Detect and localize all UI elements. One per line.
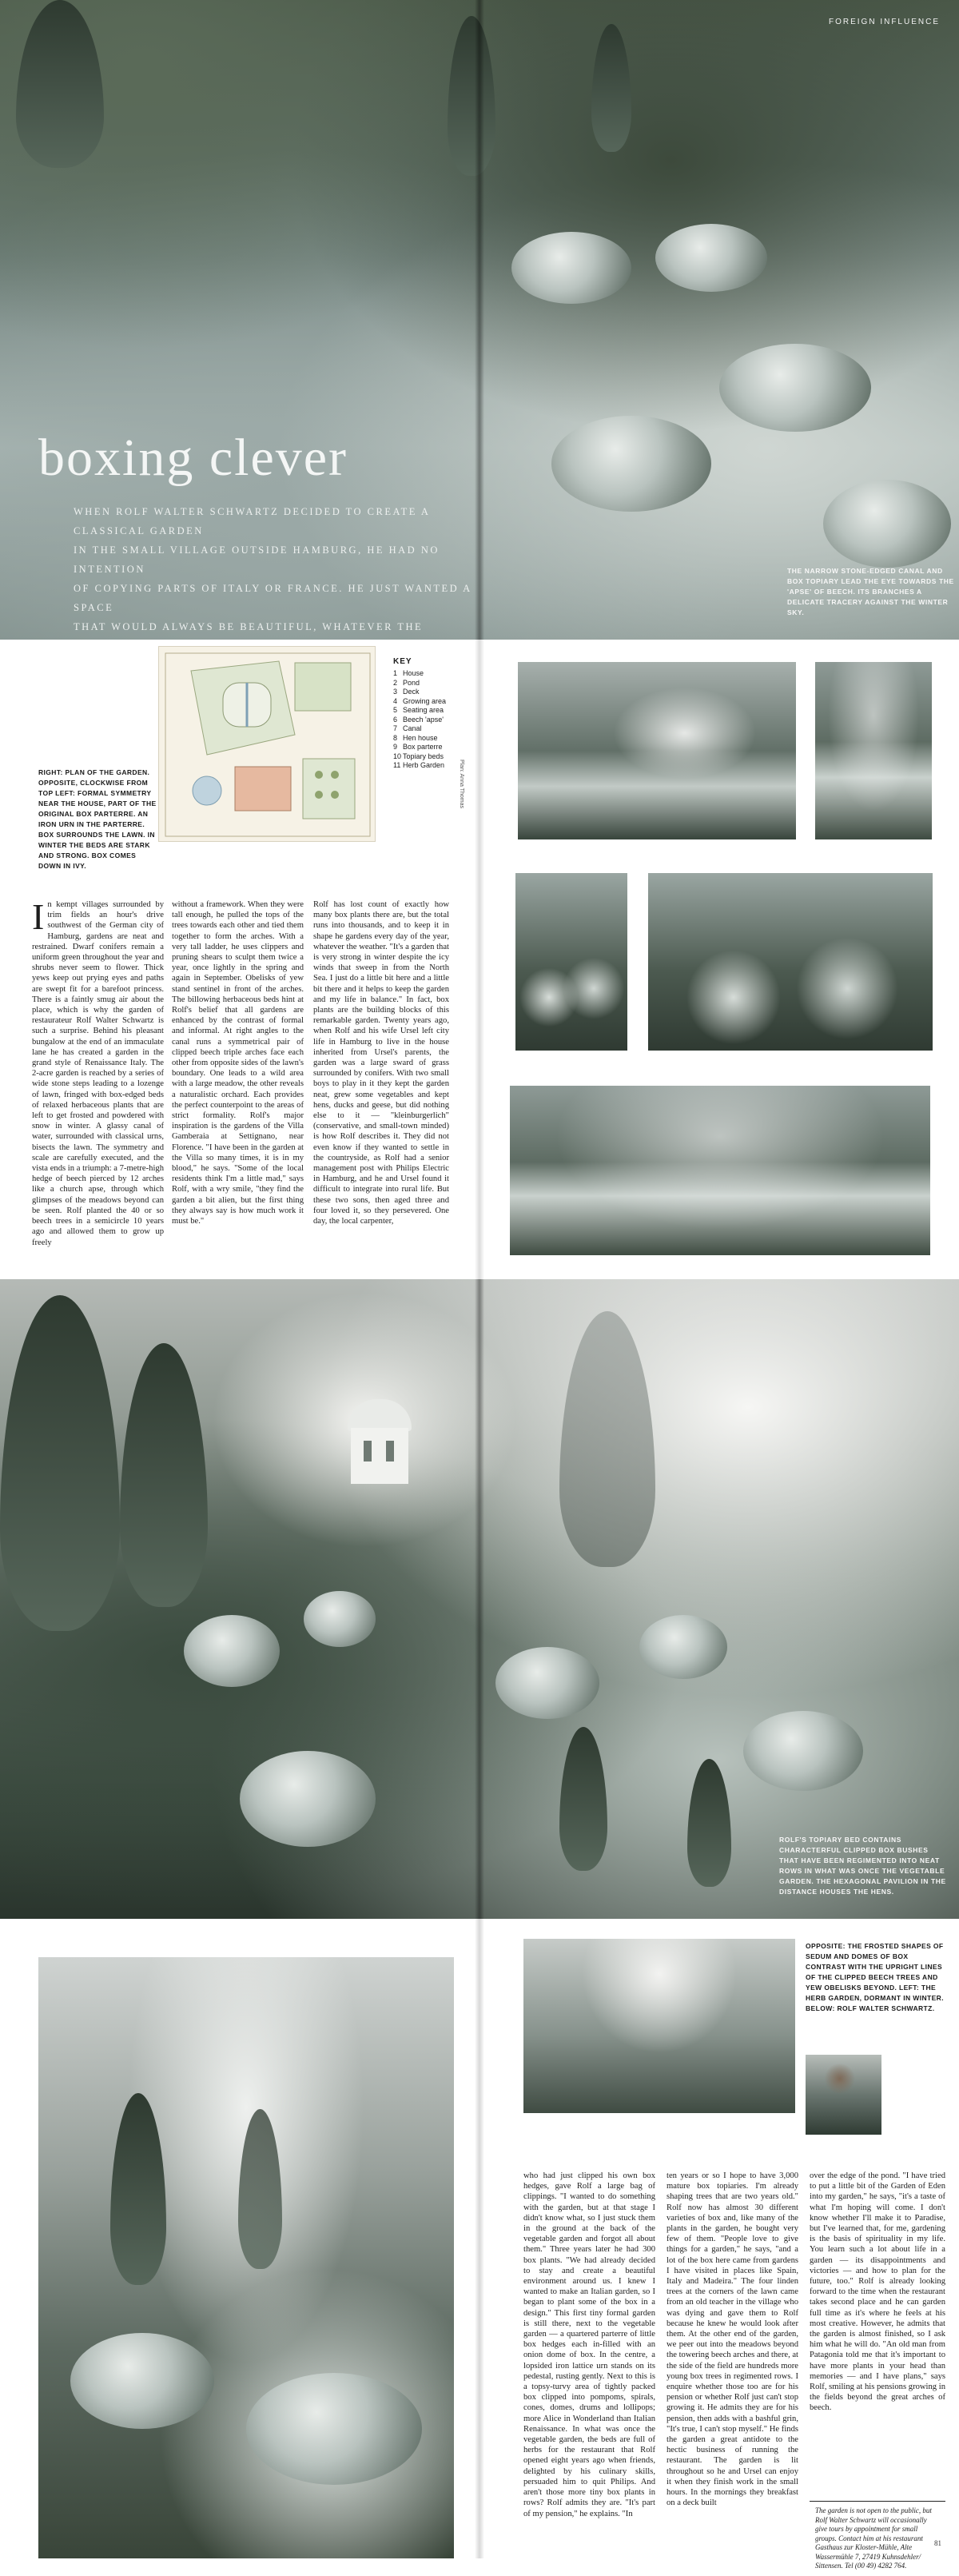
drop-cap: I: [32, 896, 45, 937]
body-text: Rolf has lost count of exactly how many box plants there are, but the total runs into thousands, and to keep it in shape he gardens every day of the year, whatever the weather. "It's a garden that is very strong in winter despite the icy winds that sweep in from the North Sea. I just do a little bit here and a little bit there and it helps to keep the garden and my life in balance." In fact, box plants are the building blocks of this remarkable garden. Twenty years ago, when Rolf and his wife Ursel left city life in Hamburg to live in the house inherited from Ursel's parents, the garden was a large sward of grass surrounded by conifers. With two small boys to play in it they kept the garden neat, grew some vegetables and kept hens, ducks and geese, but did nothing else to it — "kleinburgerlich" (conservative, and small-town minded) is how Rolf describes it. They did not even know if they wanted to settle in the countryside, as Rolf had a senior management post with Philips Electric in Hamburg, and he and Ursel found it difficult to integrate into rural life. But these two sons, then aged three and four loved it, so they persevered. One day, the local carpenter,: [313, 900, 449, 1226]
topiary-ball: [184, 1615, 280, 1687]
plan-key: [393, 657, 473, 771]
key-item: 11 Herb Garden: [393, 761, 445, 769]
plan-credit: Plan: Anna Thomas: [459, 760, 464, 808]
plan-spread: [0, 640, 959, 1279]
key-item: 9 Box parterre: [393, 743, 443, 751]
box-hedge: [655, 224, 767, 292]
hero-spread: [0, 0, 959, 640]
gutter-shadow: [475, 0, 484, 640]
key-item: 2 Pond: [393, 678, 420, 687]
photo-box-lawn: [648, 873, 933, 1051]
text-column-1: [32, 896, 164, 1271]
photo-rolf-portrait: [806, 2055, 881, 2135]
photo-frosted-sedum: [38, 1957, 454, 2558]
key-item: 4 Growing area: [393, 696, 447, 705]
key-heading: KEY: [393, 657, 412, 666]
body-text: without a framework. When they were tall enough, he pulled the tops of the trees towards each other and tied them together to form the arches. With a very tall ladder, he uses clippers and pruning shears to sculpt them twice a year, once lightly in the spring and again in September. Obelisks of yew stand sentinel in front of the arches. The billowing herbaceous beds hint at Rolf's belief that all gardens are enhanced by the contrast of formal and informal. At right angles to the canal runs a symmetrical pair of clipped beech triple arches face each other from opposite sides of the lawn's boundary. One leads to a wild area with a large meadow, the other reveals a naturalistic orchard. Each provides the perfect counterpoint to the areas of strict formality. Rolf's major inspiration is the gardens of the Villa Gamberaia at Settignano, near Florence. "I have been in the garden at the Villa so many times, it is in my blood," he says. "Some of the local residents think I'm a little mad," says Rolf, with a wry smile, "they find the garden a bit alien, but the first thing they always say is how much work it must be.": [172, 900, 304, 1226]
photo-herb-garden: [523, 1939, 795, 2113]
yew-tree-center: [448, 16, 495, 176]
key-list: [393, 669, 473, 771]
text-column-3: [810, 2171, 945, 2490]
topiary-cone: [559, 1727, 607, 1871]
garden-plan: [158, 646, 376, 842]
key-item: 1 House: [393, 669, 424, 677]
box-hedge: [511, 232, 631, 304]
section-folio: FOREIGN INFLUENCE: [828, 18, 940, 26]
conifer-left: [120, 1343, 208, 1607]
body-text: over the edge of the pond. "I have tried to put a little bit of the Garden of Eden into my garden," he says, "it's a taste of what I'm hoping will come. I don't know whether I'll make it to Paradise, but I've learned that, for me, gardening is the basis of spirituality in my life. You learn such a lot about life in a garden — its disappointments and victories — and how to plan for the future, too." Rolf is already looking forward to the time when the restaurant takes second place and he can garden full time as it's where he feels at his most creative. However, he admits that the garden is almost finished, so I ask him what he will do. "An old man from Patagonia told me that it's important to have more plants in your head than memories — and I have plans," says Rolf, smiling at his pensions growing in the fields beyond the great arches of beech.: [810, 2171, 945, 2413]
herb-spread: [0, 1919, 959, 2570]
bare-tree: [559, 1311, 655, 1567]
text-column-2: [172, 899, 304, 1271]
topiary-ball: [304, 1591, 376, 1647]
standfirst-line: WHEN ROLF WALTER SCHWARTZ DECIDED TO CREATE A CLASSICAL GARDEN: [74, 506, 430, 536]
topiary-spread: [0, 1279, 959, 1919]
herb-caption: OPPOSITE: THE FROSTED SHAPES OF SEDUM AND DOMES OF BOX CONTRAST WITH THE UPRIGHT LINES OF THE CLIPPED BEECH TREES AND YEW OBELISKS BEYOND. LEFT: THE HERB GARDEN, DORMANT IN WINTER. BELOW: ROLF WALTER SCHWARTZ.: [806, 1942, 944, 2012]
page-number: 81: [934, 2539, 941, 2547]
garden-plan-drawing: [159, 647, 376, 843]
standfirst: [74, 502, 473, 656]
box-dome: [246, 2373, 422, 2485]
text-column-2: [667, 2171, 798, 2550]
yew-obelisk: [110, 2093, 166, 2285]
box-hedge: [719, 344, 871, 432]
text-column-3: [313, 899, 449, 1271]
body-text: ten years or so I hope to have 3,000 mature box topiaries. I'm already shaping trees that are two years old." Rolf now has almost 30 different varieties of box and, like many of the plants in the garden, he bought very few of them. "People love to give things for a garden," he says, "and a lot of the box here came from gardens I have visited in places like Spain, Italy and Madeira." The four linden trees at the corners of the lawn came from an old teacher in the village who was dying and gave them to Rolf because he knew he would look after them. At the other end of the garden, we peer out into the meadows beyond the towering beech arches and there, at the side of the field are hundreds more young box trees in regimented rows. I enquire whether those too are for his pension or whether Rolf just can't stop growing it. He admits they are for his pension, then adds with a bashful grin, "It's true, I can't stop myself." He finds the garden a great antidote to the hectic business of running the restaurant. The garden is lit throughout so he and Ursel can enjoy it when they finish work in the small hours. In the mornings they breakfast on a deck built: [667, 2171, 799, 2508]
topiary-ball: [639, 1615, 727, 1679]
body-text: who had just clipped his own box hedges, gave Rolf a large bag of clippings. "I wanted to do something with the garden, but at that stage I didn't know what, so I just stuck them in the ground at the back of the vegetable garden and forgot all about them." Three years later he had 300 box plants. "We had already decided to stay and create a beautiful environment around us. I knew I wanted to make an Italian garden, so I began to plant some of the box in a design." This first tiny formal garden is still there, next to the vegetable garden — a quartered parterre of little box hedges each in-filled with an onion dome of box. In the centre, a lopsided iron lattice urn stands on its pedestal, rusting gently. Next to this is a topsy-turvy area of tightly packed box clipped into pompoms, spirals, cones, domes, drums and lollipops; more Alice in Wonderland than Italian Renaissance. In what was once the vegetable garden, the beds are full of herbs for the restaurant that Rolf opened eight years ago when friends, delighted by his culinary skills, persuaded him to quit Philips. And aren't those more tiny box plants in rows? Rolf admits they are. "It's part of my pension," he explains. "In: [523, 2171, 655, 2518]
visitor-info-box: The garden is not open to the public, but Rolf Walter Schwartz will occasionally give tours by appointment for small groups. Contact him at his restaurant Gasthaus zur Kloster-Mühle, Alte Wassermühle 7, 27419 Kuhnsdehler/ Sittensen. Tel (00 49) 4282 764.: [810, 2501, 945, 2576]
plan-caption: RIGHT: PLAN OF THE GARDEN. OPPOSITE, CLOCKWISE FROM TOP LEFT: FORMAL SYMMETRY NEAR THE HOUSE, PART OF THE ORIGINAL BOX PARTERRE. AN IRON URN IN THE PARTERRE. BOX SURROUNDS THE LAWN. IN WINTER THE BEDS ARE STARK AND STRONG. BOX COMES DOWN IN IVY.: [38, 768, 157, 870]
box-hedge: [551, 416, 711, 512]
topiary-caption: ROLF'S TOPIARY BED CONTAINS CHARACTERFUL CLIPPED BOX BUSHES THAT HAVE BEEN REGIMENTED INTO NEAT ROWS IN WHAT WAS ONCE THE VEGETABLE GARDEN. THE HEXAGONAL PAVILION IN THE DISTANCE HOUSES THE HENS.: [779, 1836, 946, 1896]
standfirst-line: THAT WOULD ALWAYS BE BEAUTIFUL, WHATEVER THE: [74, 621, 424, 632]
yew-tree-left: [16, 0, 104, 168]
gutter-shadow: [475, 1919, 484, 2558]
key-item: 6 Beech 'apse': [393, 715, 444, 724]
gutter-shadow: [475, 1279, 484, 1919]
key-item: 8 Hen house: [393, 733, 438, 742]
text-column-1: [523, 2171, 655, 2550]
hexagonal-pavilion: [340, 1399, 420, 1487]
gutter-shadow: [475, 640, 484, 1279]
yew-obelisk: [238, 2109, 282, 2269]
photo-formal-symmetry: [518, 662, 796, 839]
box-hedge: [823, 480, 951, 568]
topiary-ball: [495, 1647, 599, 1719]
standfirst-line: OF COPYING PARTS OF ITALY OR FRANCE. HE JUST WANTED A SPACE: [74, 583, 472, 613]
article-title: boxing clever: [38, 429, 348, 487]
yew-tree-right: [591, 24, 631, 152]
key-item: 7 Canal: [393, 724, 422, 732]
conifer-left: [0, 1295, 120, 1631]
topiary-cone: [687, 1759, 731, 1887]
box-dome: [70, 2333, 214, 2429]
photo-iron-urn: [515, 873, 627, 1051]
photo-winter-beds: [510, 1086, 930, 1255]
canal-caption: THE NARROW STONE-EDGED CANAL AND BOX TOPIARY LEAD THE EYE TOWARDS THE 'APSE' OF BEECH. ITS BRANCHES A DELICATE TRACERY AGAINST THE WINTER SKY.: [787, 567, 954, 616]
topiary-ball: [743, 1711, 863, 1791]
key-item: 10 Topiary beds: [393, 752, 444, 760]
key-item: 5 Seating area: [393, 706, 444, 714]
body-text: n kempt villages surrounded by trim fields an hour's drive southwest of the German city of Hamburg, gardens are neat and restrained. Dwarf conifers remain a uniform green throughout the year and shrubs never seem to flower. Thick yews keep out prying eyes and paths are swept fit for a barefoot princess. There is a faintly smug air about the place, which is why the garden of restaurateur Rolf Walter Schwartz is such a surprise. Behind his pleasant bungalow at the end of an immaculate lane he has created a garden in the grand style of Renaissance Italy. The 2-acre garden is reached by a series of wide stone steps leading to a lozenge of lawn, fringed with box-edged beds of relaxed herbaceous plants that are left to get frosted and powdered with snow in winter. A glassy canal of water, surrounded with classical urns, bisects the lawn. The symmetry and scale are carefully executed, and the vista ends in a triumph: a 7-metre-high hedge of beech pierced by 12 arches like a church apse, through which glimpses of the meadows beyond can be seen. Rolf planted the 40 or so beech trees in a semicircle 10 years ago and allowed them to grow up freely: [32, 900, 164, 1247]
topiary-ball: [240, 1751, 376, 1847]
photo-box-parterre: [815, 662, 932, 839]
standfirst-line: IN THE SMALL VILLAGE OUTSIDE HAMBURG, HE HAD NO INTENTION: [74, 544, 440, 575]
key-item: 3 Deck: [393, 688, 420, 696]
